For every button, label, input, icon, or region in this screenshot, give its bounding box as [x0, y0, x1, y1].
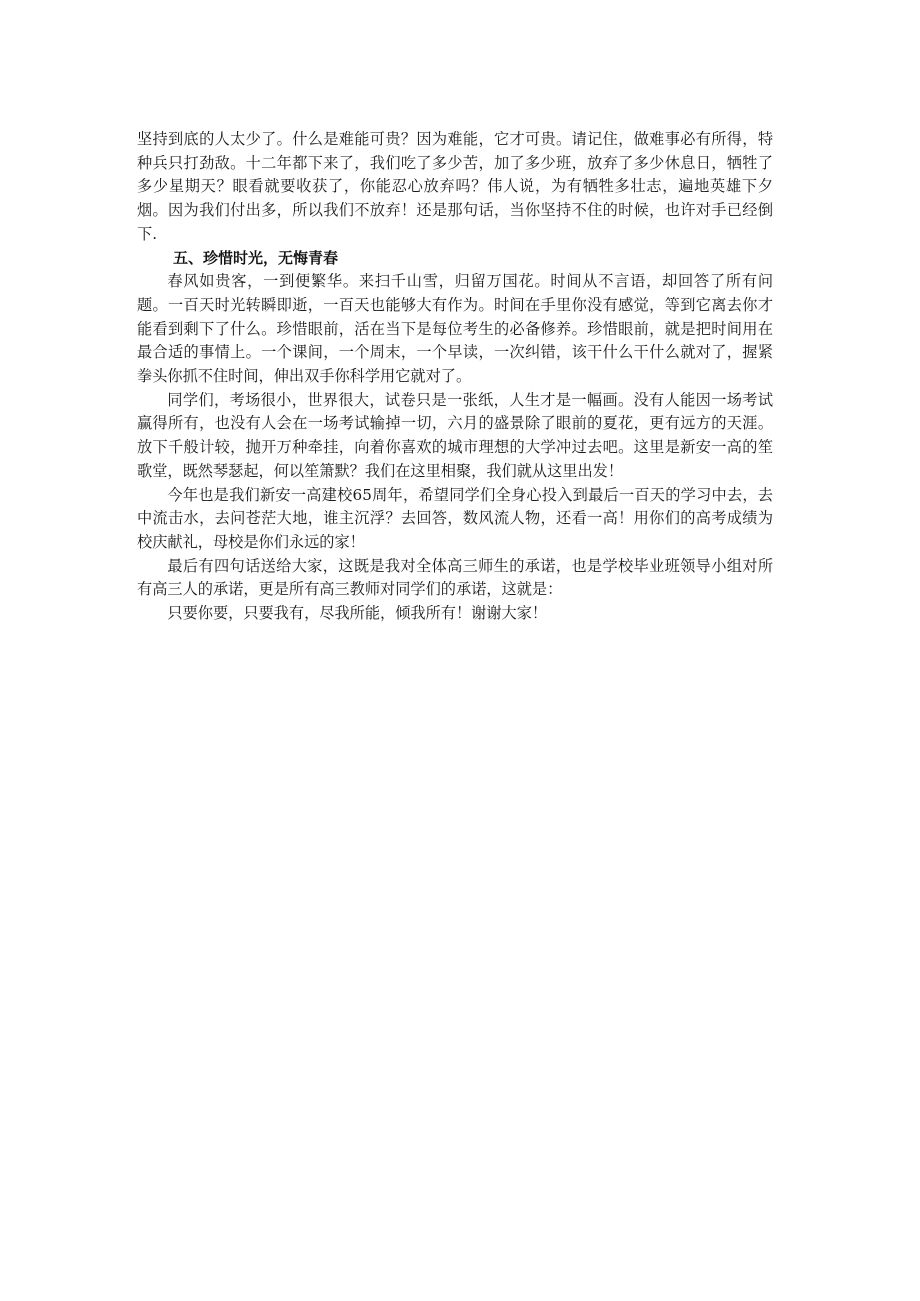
section-heading-five: 五、珍惜时光，无悔青春: [173, 248, 339, 267]
paragraph-cherish-time: 春风如贵客，一到便繁华。来扫千山雪，归留万国花。时间从不言语，却回答了所有问题。一百天时光转瞬即逝，一百天也能够大有作为。时间在手里你没有感觉，等到它离去你才能看到剩下了什么。珍惜眼前，活在当下是每位考生的必备修养。珍惜眼前，就是把时间用在最合适的事情上。一个课间，一个周末，一个早读，一次纠错，该干什么干什么就对了，握紧拳头你抓不住时间，伸出双手你科学用它就对了。: [137, 272, 773, 386]
paragraph-exam-world: 同学们，考场很小，世界很大，试卷只是一张纸，人生才是一幅画。没有人能因一场考试赢得所有，也没有人会在一场考试输掉一切，六月的盛景除了眼前的夏花，更有远方的天涯。放下千般计较，抛开万种牵挂，向着你喜欢的城市理想的大学冲过去吧。这里是新安一高的笙歌堂，既然琴瑟起，何以笙箫默？我们在这里相聚，我们就从这里出发！: [137, 390, 773, 480]
document-body: [137, 128, 773, 626]
paragraph-closing: 只要你要，只要我有，尽我所能，倾我所有！谢谢大家！: [167, 604, 548, 623]
paragraph-persistence: 坚持到底的人太少了。什么是难能可贵？因为难能，它才可贵。请记住，做难事必有所得，特种兵只打劲敌。十二年都下来了，我们吃了多少苦，加了多少班，放弃了多少休息日，牺牲了多少星期天？眼看就要收获了，你能忍心放弃吗？伟人说，为有牺牲多壮志，遍地英雄下夕烟。因为我们付出多，所以我们不放弃！还是那句话，当你坚持不住的时候，也许对手已经倒下.: [137, 130, 773, 243]
paragraph-anniversary: 今年也是我们新安一高建校65周年，希望同学们全身心投入到最后一百天的学习中去，去中流击水，去问苍茫大地，谁主沉浮？去回答，数风流人物，还看一高！用你们的高考成绩为校庆献礼，母校是你们永远的家！: [137, 485, 773, 551]
paragraph-promise: 最后有四句话送给大家，这既是我对全体高三师生的承诺，也是学校毕业班领导小组对所有高三人的承诺，更是所有高三教师对同学们的承诺，这就是：: [137, 556, 773, 599]
